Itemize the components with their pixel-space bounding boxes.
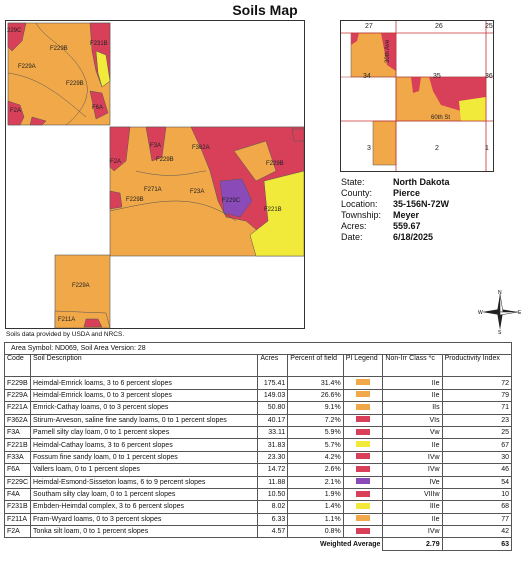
productivity-index: 68	[442, 501, 511, 513]
soil-code: F229A	[5, 389, 31, 401]
soil-description: Fossum fine sandy loam, 0 to 1 percent slopes	[31, 451, 258, 463]
map-label: F6A	[92, 105, 104, 111]
soil-acres: 175.41	[258, 377, 288, 389]
section-label: 2	[435, 145, 439, 152]
soil-code: F2A	[5, 526, 31, 538]
map-label: F229B	[266, 161, 284, 167]
map-label: F2A	[110, 159, 122, 165]
soil-acres: 4.57	[258, 526, 288, 538]
weighted-productivity: 63	[442, 538, 511, 550]
pi-legend-swatch	[343, 476, 383, 488]
map-label: F23A	[190, 189, 205, 195]
legend-color-swatch	[356, 491, 370, 497]
map-label: F229C	[222, 198, 241, 204]
main-soils-map	[5, 20, 305, 329]
soil-description: Emrick-Cathay loams, 0 to 3 percent slopes	[31, 402, 258, 414]
pi-legend-swatch	[343, 501, 383, 513]
pi-legend-swatch	[343, 389, 383, 401]
soil-description: Heimdal-Esmond-Sisseton loams, 6 to 9 percent slopes	[31, 476, 258, 488]
table-row	[5, 501, 512, 513]
soil-class: IIe	[383, 439, 442, 451]
road-label: 30th Ave	[385, 39, 391, 63]
soil-description: Heimdal-Emrick loams, 3 to 6 percent slopes	[31, 377, 258, 389]
map-label: F229B	[50, 46, 68, 52]
soil-class: IVw	[383, 451, 442, 463]
map-label: F229B	[126, 197, 144, 203]
soil-description: Tonka silt loam, 0 to 1 percent slopes	[31, 526, 258, 538]
section-label: 34	[363, 73, 371, 80]
map-label: F229A	[72, 283, 90, 289]
soil-acres: 14.72	[258, 464, 288, 476]
pi-legend-swatch	[343, 451, 383, 463]
info-township: Township: Meyer	[341, 210, 420, 220]
productivity-index: 71	[442, 402, 511, 414]
soil-acres: 33.11	[258, 426, 288, 438]
soil-class: IVe	[383, 476, 442, 488]
soil-class: IIIe	[383, 501, 442, 513]
map-label: F271A	[144, 187, 162, 193]
section-label: 26	[435, 23, 443, 30]
soil-percent: 7.2%	[288, 414, 343, 426]
map-label: F229B	[156, 157, 174, 163]
legend-color-swatch	[356, 466, 370, 472]
weighted-average-label: Weighted Average	[319, 540, 381, 548]
soil-percent: 2.6%	[288, 464, 343, 476]
soil-code: F6A	[5, 464, 31, 476]
pi-legend-swatch	[343, 513, 383, 525]
weighted-class: 2.79	[383, 538, 442, 550]
legend-color-swatch	[356, 416, 370, 422]
soil-class: IIe	[383, 377, 442, 389]
soil-class: IIe	[383, 389, 442, 401]
productivity-index: 30	[442, 451, 511, 463]
productivity-index: 72	[442, 377, 511, 389]
pi-legend-swatch	[343, 439, 383, 451]
soil-description: Fram-Wyard loams, 0 to 3 percent slopes	[31, 513, 258, 525]
legend-color-swatch	[356, 429, 370, 435]
section-label: 35	[433, 73, 441, 80]
table-row	[5, 513, 512, 525]
map-label: F231B	[90, 41, 108, 47]
legend-color-swatch	[356, 515, 370, 521]
pi-legend-swatch	[343, 526, 383, 538]
map-label: 229C	[7, 28, 22, 34]
header-code: Code	[5, 355, 31, 377]
soil-percent: 1.1%	[288, 513, 343, 525]
productivity-index: 77	[442, 513, 511, 525]
table-row	[5, 389, 512, 401]
table-row	[5, 426, 512, 438]
legend-color-swatch	[356, 528, 370, 534]
soil-polygons	[6, 21, 305, 329]
header-pi-legend: PI Legend	[343, 355, 383, 377]
info-county: County: Pierce	[341, 188, 421, 198]
soil-code: F33A	[5, 451, 31, 463]
map-label: F2A	[10, 108, 22, 114]
soil-acres: 23.30	[258, 451, 288, 463]
soil-percent: 26.6%	[288, 389, 343, 401]
legend-color-swatch	[356, 379, 370, 385]
map-label: F221B	[264, 207, 282, 213]
pi-legend-swatch	[343, 402, 383, 414]
compass-s: S	[498, 330, 502, 334]
soil-description: Heimdal-Emrick loams, 0 to 3 percent slopes	[31, 389, 258, 401]
table-row	[5, 488, 512, 500]
map-label: F362A	[192, 145, 210, 151]
productivity-index: 79	[442, 389, 511, 401]
header-percent: Percent of field	[288, 355, 343, 377]
soil-code: F229C	[5, 476, 31, 488]
table-header	[5, 355, 512, 377]
header-description: Soil Description	[31, 355, 258, 377]
source-note: Soils data provided by USDA and NRCS.	[6, 331, 125, 338]
section-label: 25	[485, 23, 493, 30]
area-symbol: Area Symbol: ND069, Soil Area Version: 28	[5, 343, 512, 355]
soil-class: VIIIw	[383, 488, 442, 500]
section-label: 1	[485, 145, 489, 152]
soil-code: F362A	[5, 414, 31, 426]
soil-percent: 5.7%	[288, 439, 343, 451]
area-symbol-row	[5, 343, 512, 355]
soil-acres: 31.83	[258, 439, 288, 451]
page-title: Soils Map	[232, 2, 298, 18]
section-grid	[341, 21, 494, 172]
productivity-index: 23	[442, 414, 511, 426]
productivity-index: 10	[442, 488, 511, 500]
soil-code: F221B	[5, 439, 31, 451]
soil-description: Parnell silty clay loam, 0 to 1 percent slopes	[31, 426, 258, 438]
map-label: F211A	[58, 317, 76, 323]
map-label: F3A	[150, 143, 162, 149]
soil-code: F3A	[5, 426, 31, 438]
soil-class: IVw	[383, 464, 442, 476]
productivity-index: 42	[442, 526, 511, 538]
pi-legend-swatch	[343, 464, 383, 476]
soil-acres: 6.33	[258, 513, 288, 525]
soil-description: Vallers loam, 0 to 1 percent slopes	[31, 464, 258, 476]
pi-legend-swatch	[343, 488, 383, 500]
soil-description: Heimdal-Cathay loams, 3 to 6 percent slopes	[31, 439, 258, 451]
soil-acres: 8.02	[258, 501, 288, 513]
soil-class: IIe	[383, 513, 442, 525]
header-acres: Acres	[258, 355, 288, 377]
pi-legend-swatch	[343, 426, 383, 438]
soil-code: F221A	[5, 402, 31, 414]
soil-table	[4, 342, 512, 551]
table-row	[5, 451, 512, 463]
section-label: 3	[367, 145, 371, 152]
soil-percent: 1.9%	[288, 488, 343, 500]
weighted-average-row	[5, 538, 512, 550]
map-label: F229B	[66, 81, 84, 87]
legend-color-swatch	[356, 391, 370, 397]
compass-rose-icon	[478, 290, 522, 334]
soil-percent: 9.1%	[288, 402, 343, 414]
pi-legend-swatch	[343, 377, 383, 389]
info-date: Date: 6/18/2025	[341, 232, 434, 242]
soil-class: IIs	[383, 402, 442, 414]
soil-description: Embden-Heimdal complex, 3 to 6 percent slopes	[31, 501, 258, 513]
section-label: 36	[485, 73, 493, 80]
soil-percent: 0.8%	[288, 526, 343, 538]
soil-description: Stirum-Arveson, saline fine sandy loams, 0 to 1 percent slopes	[31, 414, 258, 426]
soil-acres: 40.17	[258, 414, 288, 426]
table-row	[5, 476, 512, 488]
header-class: Non-Irr Class *c	[383, 355, 442, 377]
legend-color-swatch	[356, 478, 370, 484]
info-acres: Acres: 559.67	[341, 221, 421, 231]
road-label: 60th St	[431, 115, 451, 121]
legend-color-swatch	[356, 404, 370, 410]
section-locator-map	[340, 20, 494, 172]
legend-color-swatch	[356, 503, 370, 509]
section-label: 27	[365, 23, 373, 30]
soil-code: F231B	[5, 501, 31, 513]
soil-class: VIs	[383, 414, 442, 426]
soil-percent: 2.1%	[288, 476, 343, 488]
productivity-index: 54	[442, 476, 511, 488]
soil-code: F229B	[5, 377, 31, 389]
table-row	[5, 414, 512, 426]
productivity-index: 46	[442, 464, 511, 476]
info-state: State: North Dakota	[341, 177, 450, 187]
table-row	[5, 377, 512, 389]
compass-e: E	[518, 310, 522, 316]
header-productivity: Productivity Index	[442, 355, 511, 377]
soil-code: F4A	[5, 488, 31, 500]
productivity-index: 67	[442, 439, 511, 451]
soil-percent: 1.4%	[288, 501, 343, 513]
soil-class: Vw	[383, 426, 442, 438]
table-row	[5, 439, 512, 451]
soil-acres: 10.50	[258, 488, 288, 500]
map-label: F229A	[18, 64, 36, 70]
soil-acres: 149.03	[258, 389, 288, 401]
info-location: Location: 35-156N-72W	[341, 199, 450, 209]
compass-w: W	[478, 310, 483, 316]
pi-legend-swatch	[343, 414, 383, 426]
soil-percent: 4.2%	[288, 451, 343, 463]
field-info	[341, 177, 450, 243]
soil-code: F211A	[5, 513, 31, 525]
table-row	[5, 464, 512, 476]
soil-percent: 5.9%	[288, 426, 343, 438]
table-row	[5, 526, 512, 538]
soil-description: Southam silty clay loam, 0 to 1 percent slopes	[31, 488, 258, 500]
table-row	[5, 402, 512, 414]
soil-acres: 11.88	[258, 476, 288, 488]
legend-color-swatch	[356, 453, 370, 459]
productivity-index: 25	[442, 426, 511, 438]
legend-color-swatch	[356, 441, 370, 447]
soil-class: IVw	[383, 526, 442, 538]
soil-acres: 50.80	[258, 402, 288, 414]
compass-n: N	[498, 290, 502, 296]
soil-percent: 31.4%	[288, 377, 343, 389]
